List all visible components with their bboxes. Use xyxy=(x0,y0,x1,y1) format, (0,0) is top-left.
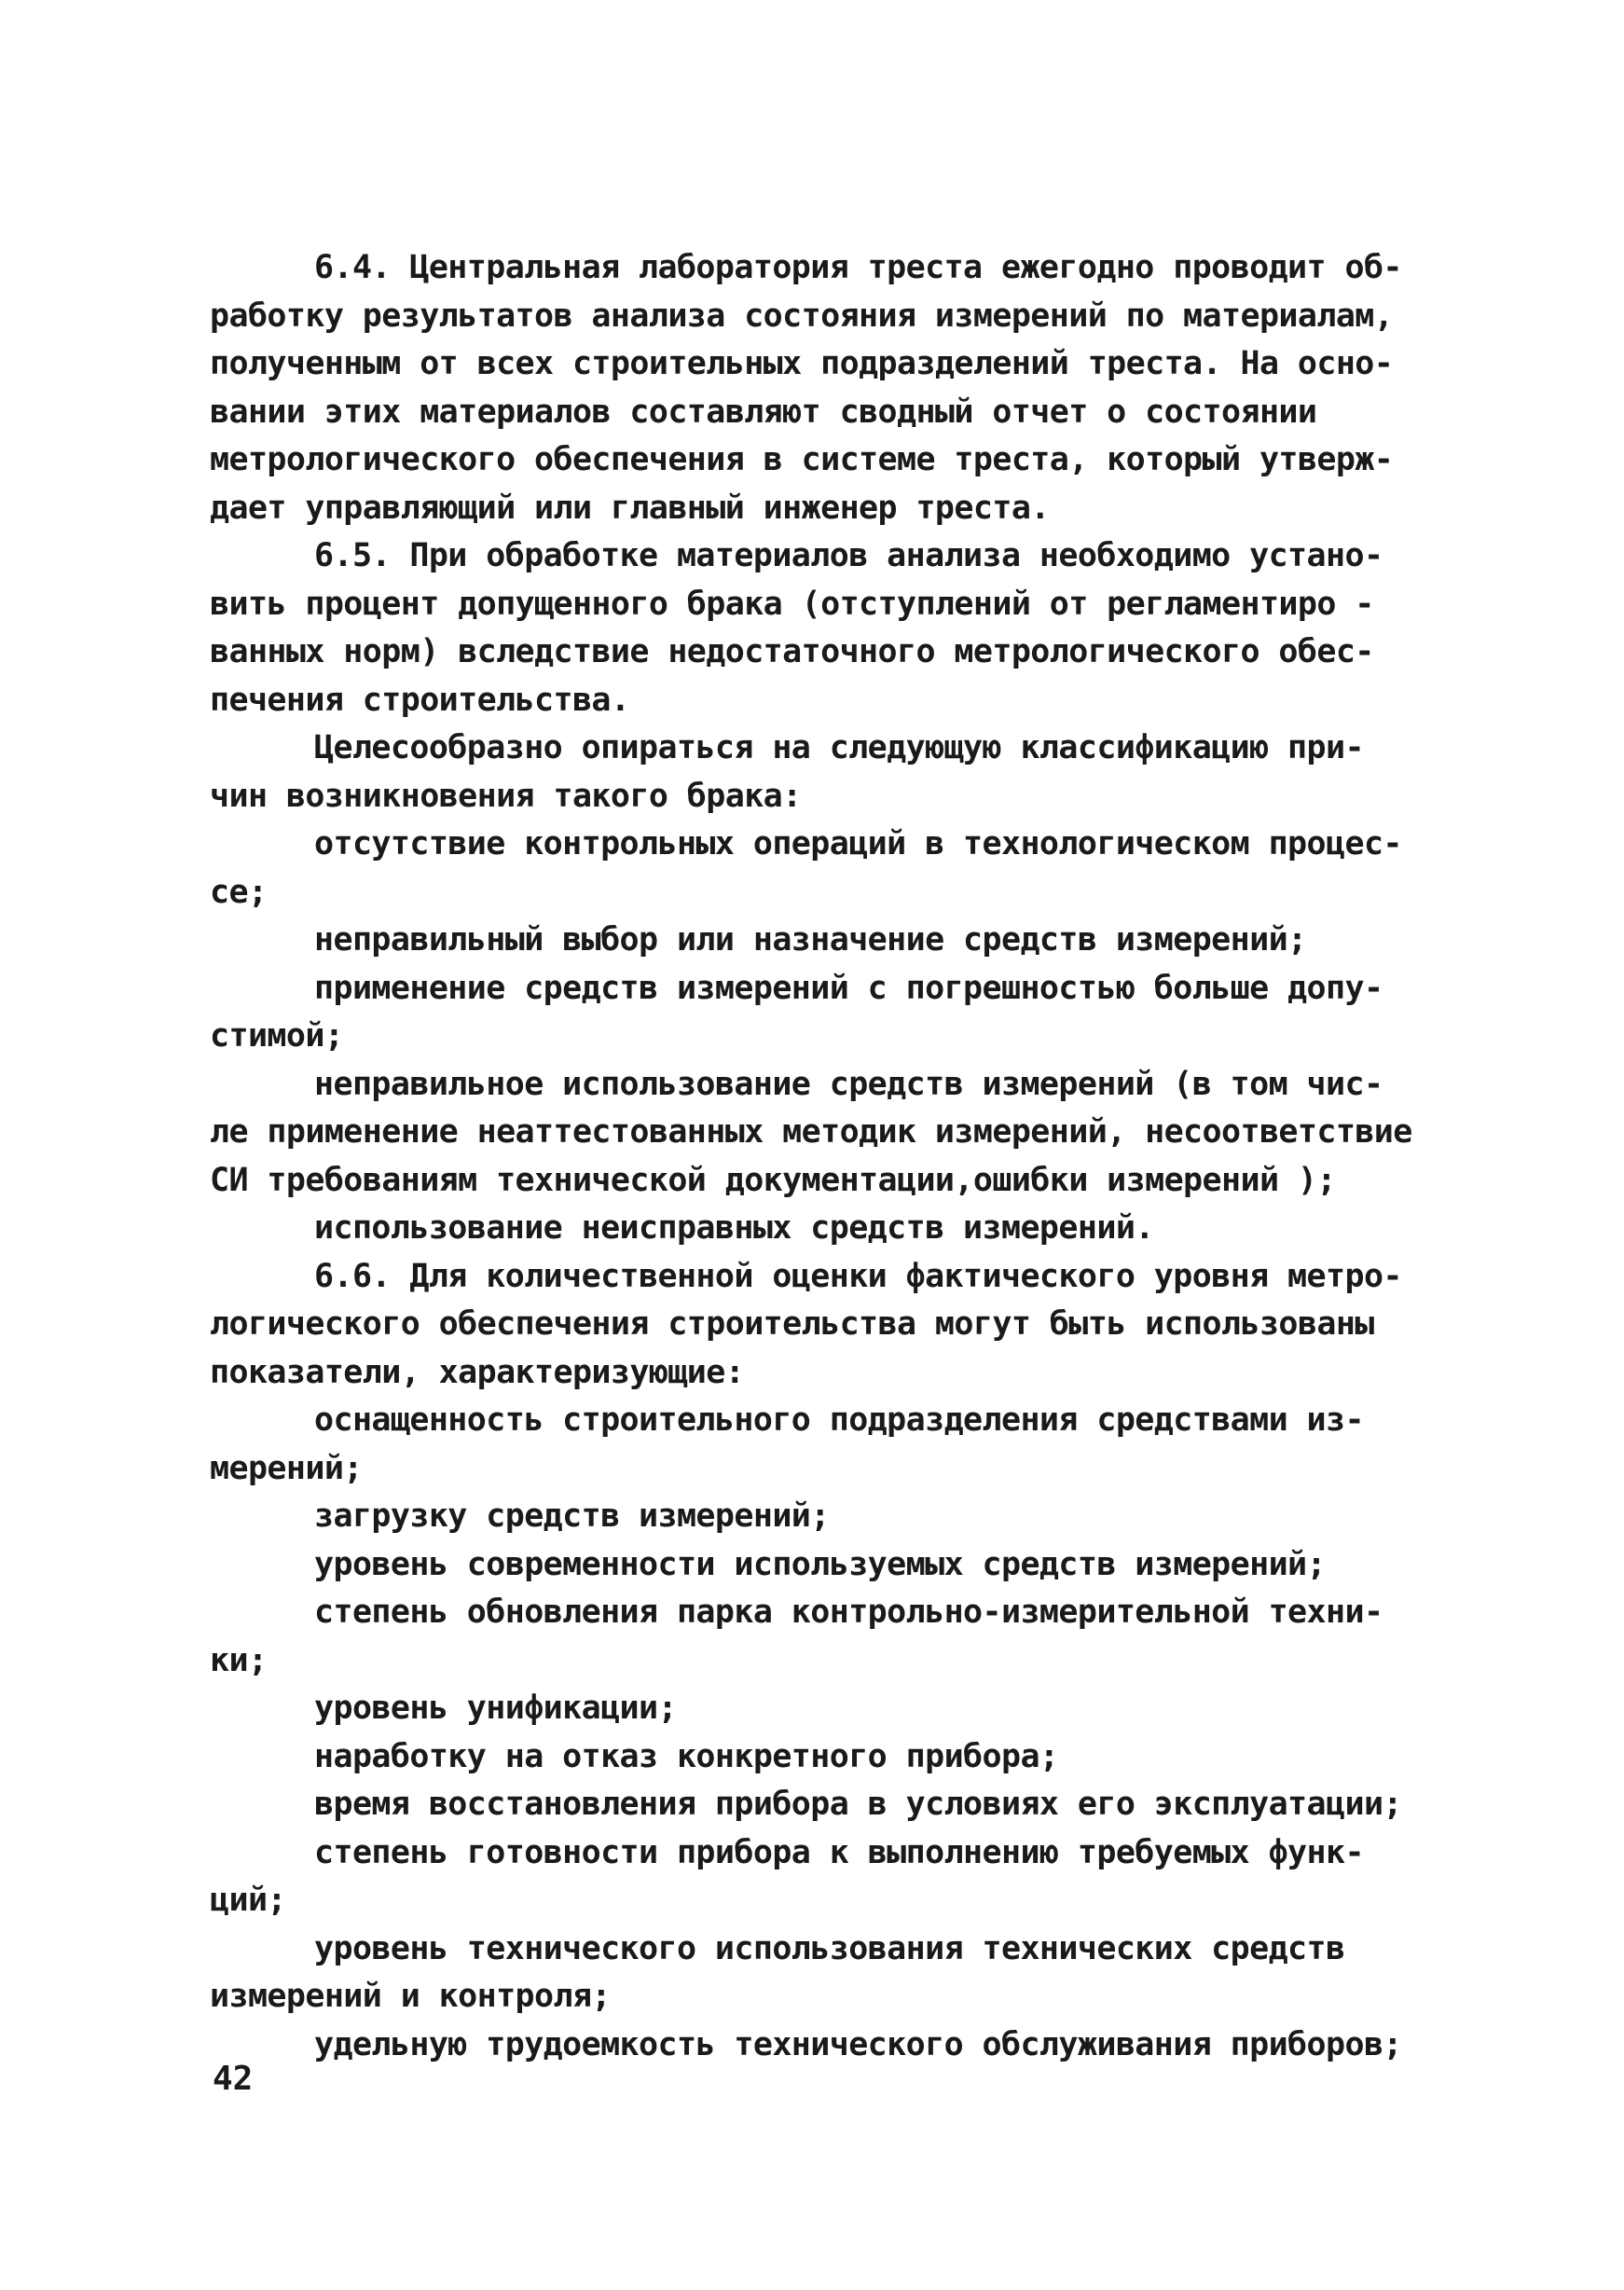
page-number: 42 xyxy=(213,2060,254,2098)
text-line: оснащенность строительного подразделения средствами из- xyxy=(314,1401,1364,1439)
text-line: неправильный выбор или назначение средств измерений; xyxy=(314,921,1307,959)
body-text xyxy=(210,244,1422,2069)
text-line: метрологического обеспечения в системе треста, который утверж- xyxy=(210,441,1394,478)
text-line: 6.4. Центральная лаборатория треста ежегодно проводит об- xyxy=(314,249,1402,286)
text-line: наработку на отказ конкретного прибора; xyxy=(314,1737,1059,1775)
text-line: ций; xyxy=(210,1882,286,1919)
text-line: вить процент допущенного брака (отступлений от регламентиро - xyxy=(210,585,1374,623)
text-line: степень готовности прибора к выполнению требуемых функ- xyxy=(314,1833,1364,1871)
text-line: уровень технического использования технических средств xyxy=(314,1929,1345,1967)
text-line: степень обновления парка контрольно-измерительной техни- xyxy=(314,1593,1383,1631)
text-line: использование неисправных средств измерений. xyxy=(314,1209,1154,1247)
text-line: уровень современности используемых средств измерений; xyxy=(314,1545,1327,1583)
text-line: 6.6. Для количественной оценки фактического уровня метро- xyxy=(314,1257,1402,1295)
text-line: СИ требованиям технической документации,ошибки измерений ); xyxy=(210,1161,1336,1199)
text-line: дает управляющий или главный инженер треста. xyxy=(210,489,1050,527)
text-line: печения строительства. xyxy=(210,681,630,719)
text-line: Целесообразно опираться на следующую классификацию при- xyxy=(314,729,1364,766)
text-line: полученным от всех строительных подразделений треста. На осно- xyxy=(210,345,1394,382)
text-line: 6.5. При обработке материалов анализа необходимо устано- xyxy=(314,537,1383,574)
text-line: се; xyxy=(210,873,268,911)
text-line: вании этих материалов составляют сводный отчет о состоянии xyxy=(210,393,1317,431)
text-line: чин возникновения такого брака: xyxy=(210,777,802,815)
text-line: ле применение неаттестованных методик измерений, несоответствие xyxy=(210,1113,1412,1151)
text-line: ванных норм) вследствие недостаточного метрологического обес- xyxy=(210,633,1374,670)
text-line: ки; xyxy=(210,1641,268,1679)
text-line: удельную трудоемкость технического обслуживания приборов; xyxy=(314,2025,1402,2063)
text-line: загрузку средств измерений; xyxy=(314,1497,830,1535)
text-line: время восстановления прибора в условиях его эксплуатации; xyxy=(314,1786,1402,1823)
text-line: стимой; xyxy=(210,1017,344,1055)
text-line: неправильное использование средств измерений (в том чис- xyxy=(314,1065,1383,1103)
text-line: уровень унификации; xyxy=(314,1690,677,1727)
text-line: измерений и контроля; xyxy=(210,1978,611,2015)
text-line: логического обеспечения строительства могут быть использованы xyxy=(210,1305,1374,1343)
text-line: работку результатов анализа состояния измерений по материалам, xyxy=(210,297,1394,335)
text-line: отсутствие контрольных операций в технологическом процес- xyxy=(314,825,1402,862)
text-line: мерений; xyxy=(210,1449,363,1487)
text-line: показатели, характеризующие: xyxy=(210,1353,745,1391)
text-line: применение средств измерений с погрешностью больше допу- xyxy=(314,969,1383,1007)
